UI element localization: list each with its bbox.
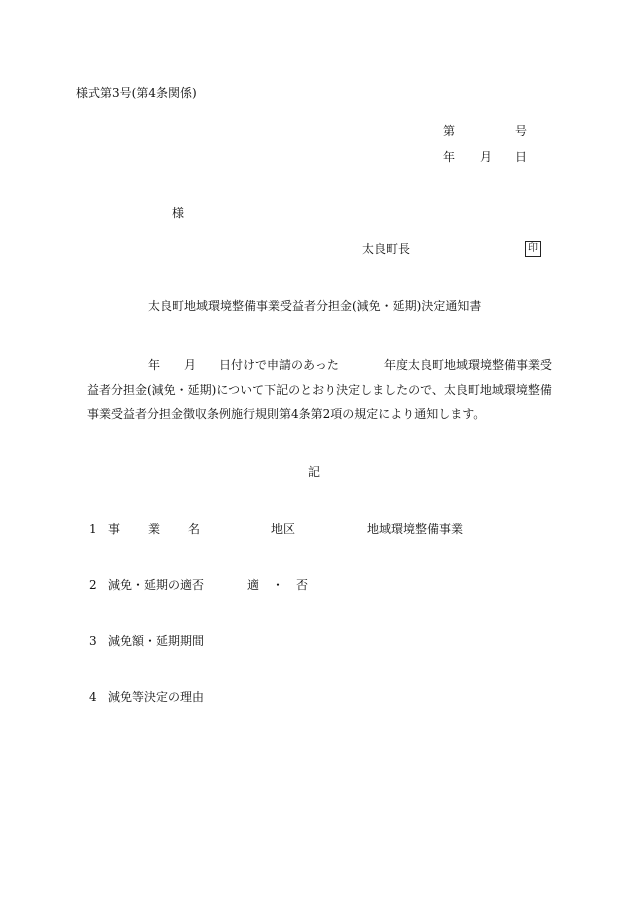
number-suffix: 号 bbox=[515, 124, 528, 138]
item-1-number: 1 bbox=[89, 522, 97, 536]
item-1-area: 地区 bbox=[271, 522, 296, 536]
item-4-number: 4 bbox=[89, 690, 97, 704]
seal-stamp: 印 bbox=[525, 241, 541, 257]
item-1-value: 地域環境整備事業 bbox=[367, 522, 464, 536]
item-1-label-char-1: 事 bbox=[108, 522, 121, 536]
item-3-label: 減免額・延期期間 bbox=[108, 634, 205, 648]
recipient-suffix: 様 bbox=[172, 206, 185, 220]
date-month-label: 月 bbox=[480, 150, 493, 164]
form-number: 様式第3号(第4条関係) bbox=[76, 86, 197, 100]
date-year-label: 年 bbox=[443, 150, 456, 164]
item-2-option-no: 否 bbox=[296, 578, 309, 592]
issuer-name: 太良町長 bbox=[362, 242, 411, 256]
item-1-label-char-3: 名 bbox=[188, 522, 201, 536]
item-1-label-char-2: 業 bbox=[148, 522, 161, 536]
item-3-number: 3 bbox=[89, 634, 97, 648]
item-4-label: 減免等決定の理由 bbox=[108, 690, 205, 704]
body-year: 年 bbox=[148, 358, 161, 372]
number-prefix: 第 bbox=[443, 124, 456, 138]
body-month: 月 bbox=[184, 358, 197, 372]
ki-heading: 記 bbox=[308, 465, 321, 479]
item-2-option-yes: 適 bbox=[247, 578, 260, 592]
body-fiscal: 年度太良町地域環境整備事業受 bbox=[384, 358, 553, 372]
body-line-2: 益者分担金(減免・延期)について下記のとおり決定しましたので、太良町地域環境整備 bbox=[87, 383, 552, 397]
body-line-3: 事業受益者分担金徴収条例施行規則第4条第2項の規定により通知します。 bbox=[87, 407, 486, 421]
date-day-label: 日 bbox=[515, 150, 528, 164]
item-2-separator: ・ bbox=[272, 578, 285, 592]
item-2-label: 減免・延期の適否 bbox=[108, 578, 205, 592]
body-date-text: 日付けで申請のあった bbox=[219, 358, 339, 372]
item-2-number: 2 bbox=[89, 578, 97, 592]
document-title: 太良町地域環境整備事業受益者分担金(減免・延期)決定通知書 bbox=[148, 299, 482, 313]
